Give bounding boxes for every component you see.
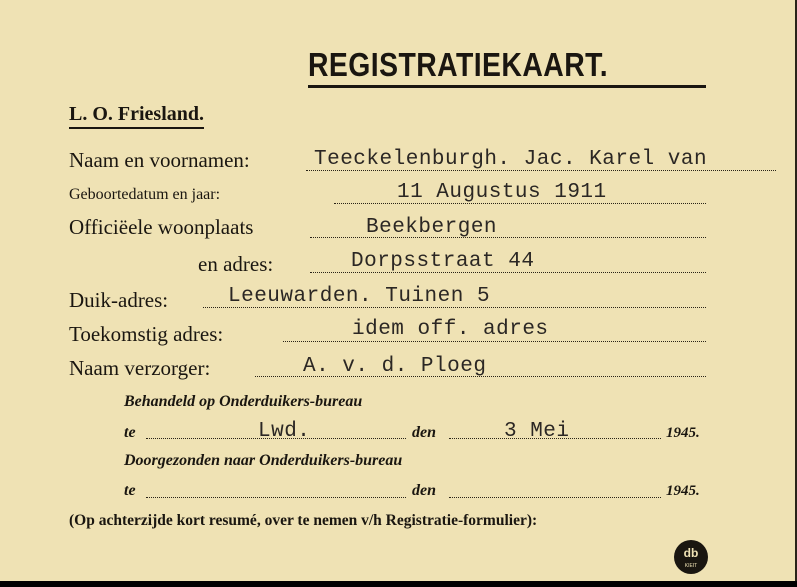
duikadres-value: Leeuwarden. Tuinen 5 [228, 285, 491, 308]
woonplaats-value: Beekbergen [366, 216, 498, 239]
te2-line [146, 497, 406, 498]
woonplaats-label: Officiëele woonplaats [69, 215, 254, 239]
behandeld-heading: Behandeld op Onderduikers-bureau [124, 393, 363, 410]
te1-value: Lwd. [258, 420, 311, 443]
toekomstig-line [283, 341, 706, 342]
verzorger-value: A. v. d. Ploeg [303, 355, 487, 378]
den1-value: 3 Mei [504, 420, 570, 443]
te2-label: te [124, 482, 136, 499]
den2-label: den [412, 482, 436, 499]
den1-label: den [412, 424, 436, 441]
adres-label: en adres: [198, 252, 274, 276]
year2-label: 1945. [666, 483, 700, 499]
geboortedatum-label: Geboortedatum en jaar: [69, 186, 221, 203]
toekomstig-label: Toekomstig adres: [69, 322, 224, 346]
toekomstig-value: idem off. adres [352, 318, 549, 341]
year1-label: 1945. [666, 425, 700, 441]
logo-subtext: KIEIT [684, 563, 698, 569]
footer-note: (Op achterzijde kort resumé, over te nemen v/h Registratie-formulier): [69, 512, 538, 529]
doorgezonden-heading: Doorgezonden naar Onderduikers-bureau [124, 452, 403, 469]
naam-label: Naam en voornamen: [69, 148, 250, 172]
adres-value: Dorpsstraat 44 [351, 250, 535, 273]
title-underline [308, 85, 706, 88]
logo-mark: db [683, 546, 699, 560]
geboortedatum-value: 11 Augustus 1911 [397, 181, 607, 204]
te1-label: te [124, 424, 136, 441]
card-title: REGISTRATIEKAART. [308, 46, 609, 83]
duikadres-label: Duik-adres: [69, 288, 169, 312]
organization-label: L. O. Friesland. [69, 103, 204, 129]
den2-line [449, 497, 661, 498]
naam-value: Teeckelenburgh. Jac. Karel van [314, 148, 708, 171]
printer-logo [674, 540, 708, 574]
verzorger-label: Naam verzorger: [69, 356, 211, 380]
